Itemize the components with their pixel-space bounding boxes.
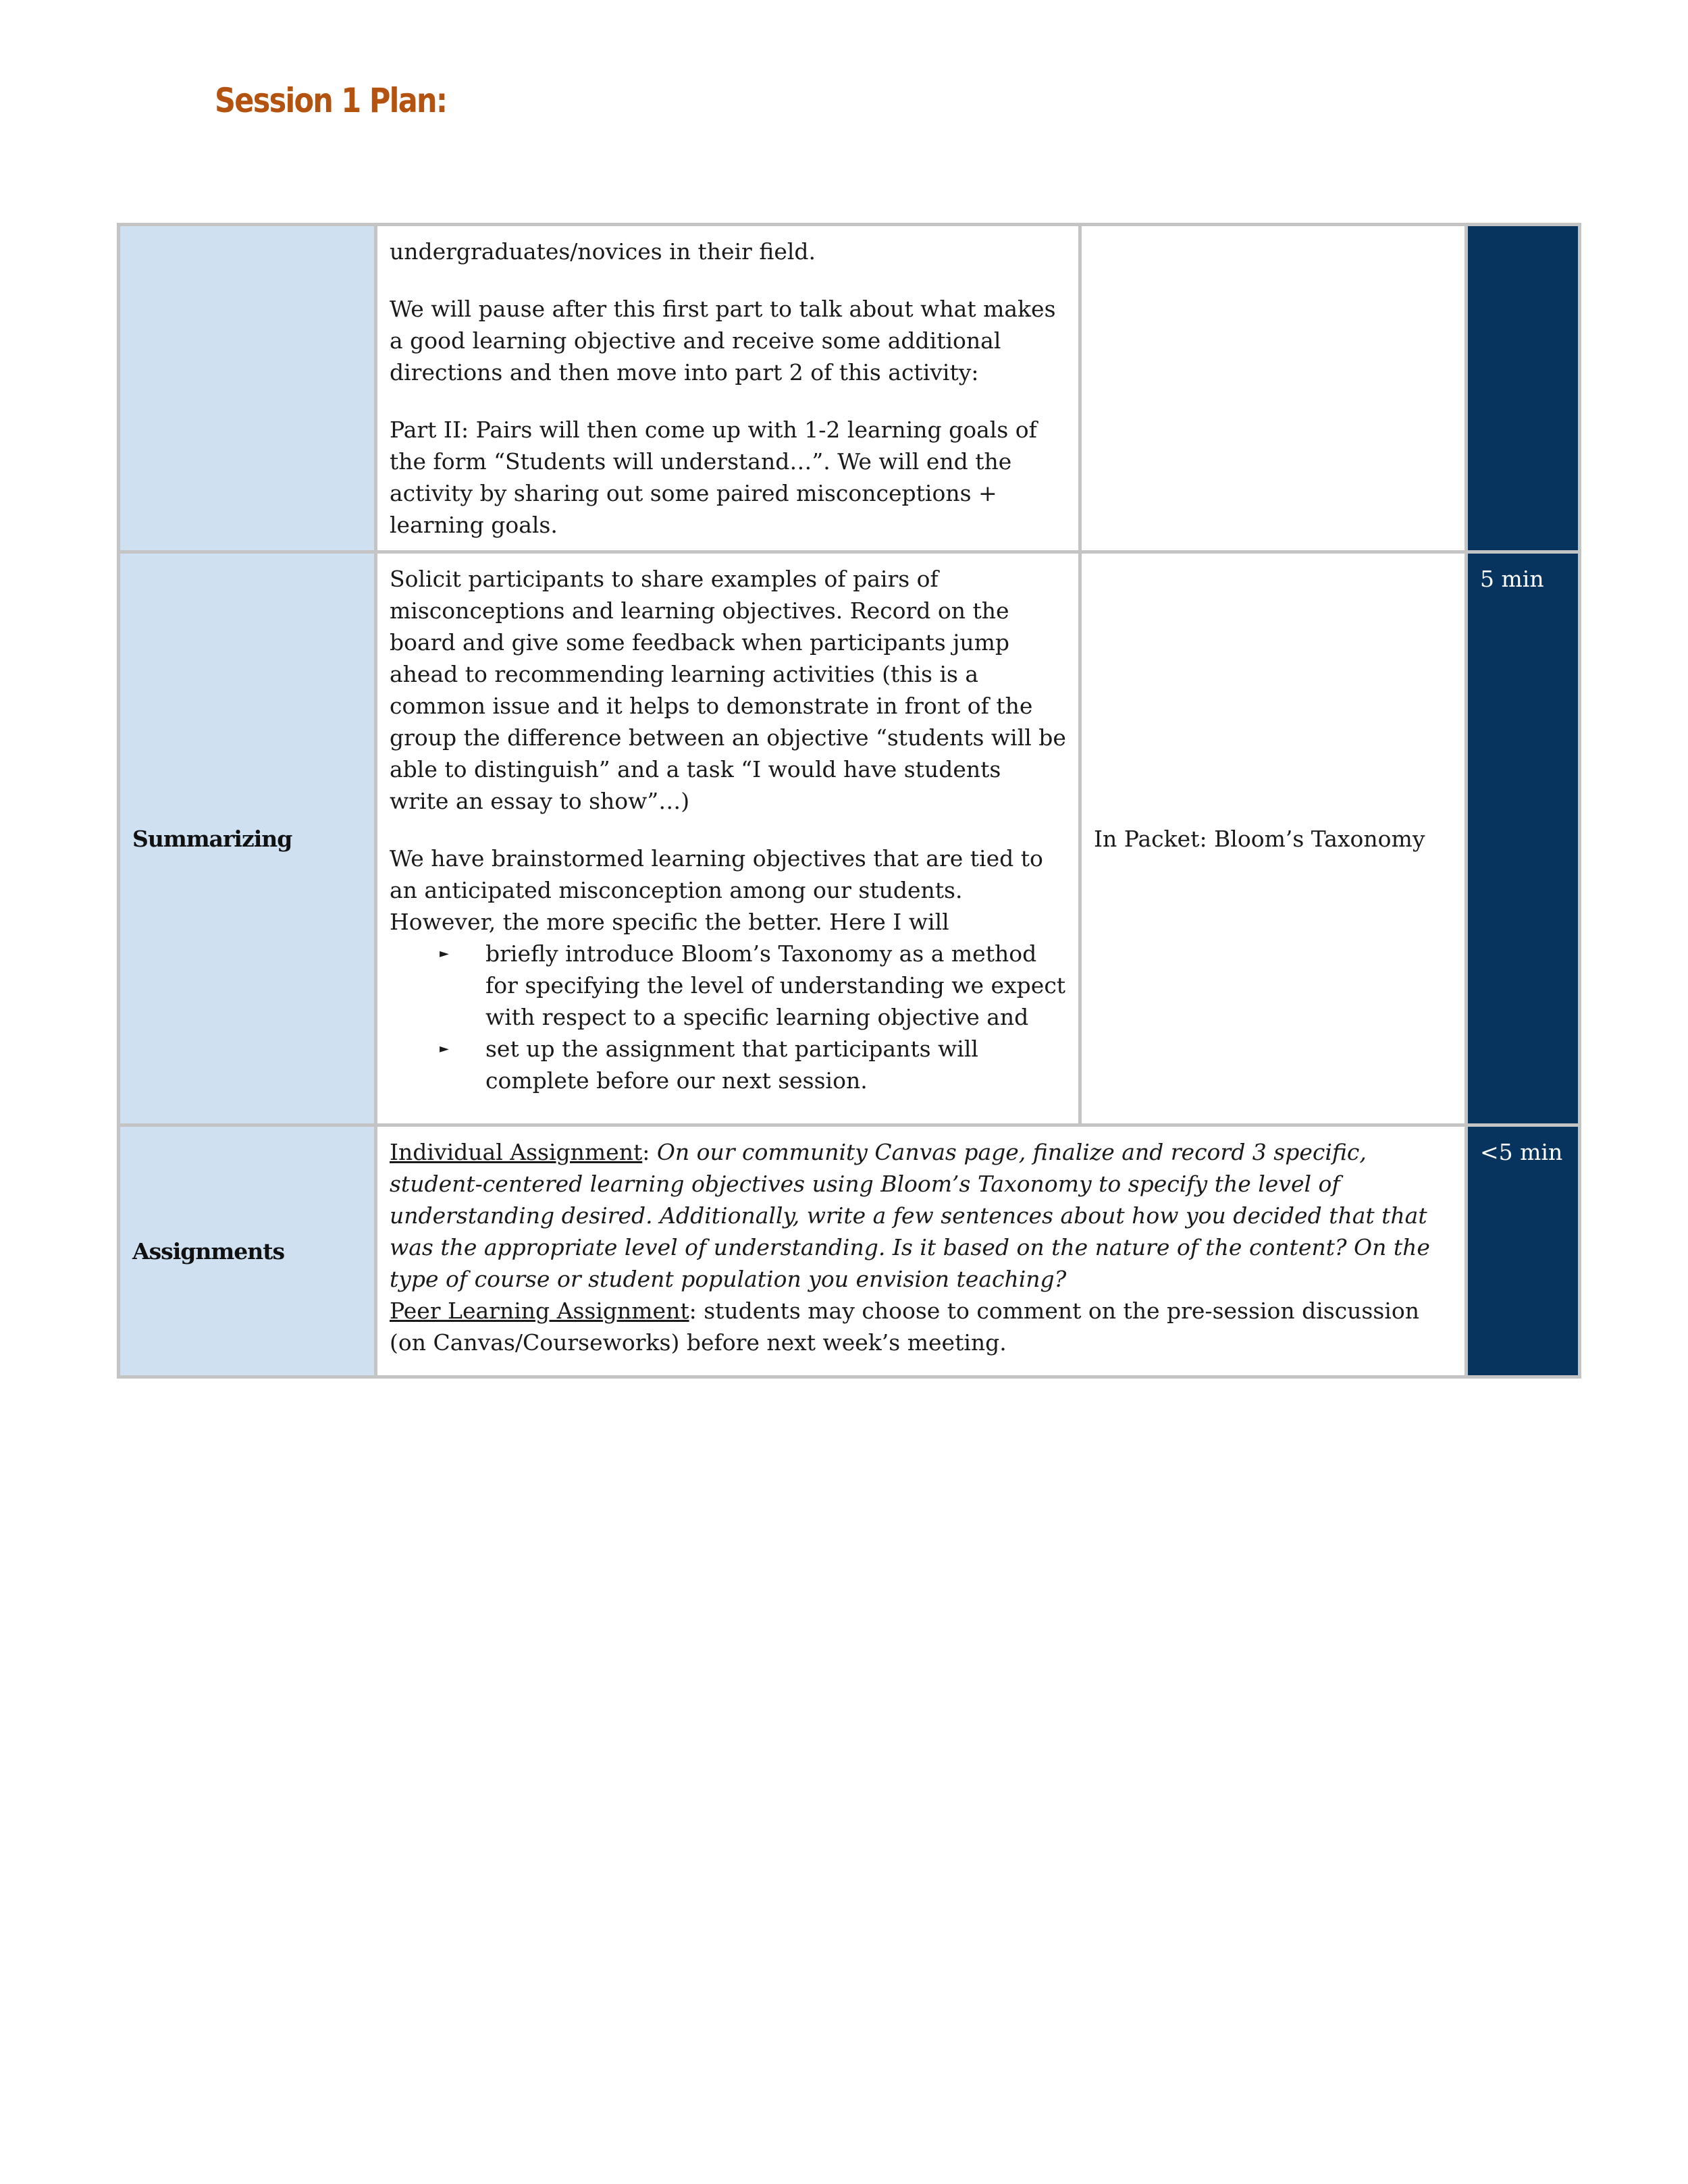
activity-paragraph: We have brainstormed learning objectives that are tied to an anticipated misconception among our students. However, the more specific the better. Here I will <box>390 845 1043 935</box>
session-plan-table <box>117 223 1581 1379</box>
activity-paragraph: Part II: Pairs will then come up with 1-2 learning goals of the form “Students will understand…”. We will end the activity by sharing out some paired misconceptions + learning goals. <box>390 417 1037 538</box>
individual-assignment: Individual Assignment: On our community Canvas page, finalize and record 3 specific, student-centered learning objectives using Bloom’s Taxonomy to specify the level of understanding desired. Additionally, write a few sentences about how you decided that that was the appropriate level of understanding. Is it based on the nature of the content? On the type of course or student population you envision teaching? <box>390 1139 1430 1292</box>
row-label-assignments: Assignments <box>119 1125 376 1377</box>
table-row <box>119 1125 1580 1377</box>
peer-assignment-text: students may choose to comment on the pre-session discussion (on Canvas/Courseworks) before next week’s meeting. <box>390 1298 1419 1356</box>
peer-assignment: Peer Learning Assignment: students may choose to comment on the pre-session discussion (on Canvas/Courseworks) before next week’s meeting. <box>390 1298 1419 1356</box>
triangle-bullet-icon: ► <box>440 1042 449 1056</box>
table-row <box>119 225 1580 552</box>
list-item: ► briefly introduce Bloom’s Taxonomy as a method for specifying the level of understanding we expect with respect to a specific learning objective and <box>485 938 1066 1033</box>
individual-assignment-label: Individual Assignment <box>390 1139 643 1165</box>
assignments-cell <box>376 1125 1467 1377</box>
time-cell: <5 min <box>1467 1125 1580 1377</box>
bullet-list <box>390 938 1066 1096</box>
activity-paragraph: undergraduates/novices in their field. <box>390 238 816 265</box>
row-label-summarizing: Summarizing <box>119 552 376 1125</box>
row-label-cell <box>119 225 376 552</box>
materials-cell: In Packet: Bloom’s Taxonomy <box>1080 552 1467 1125</box>
materials-cell <box>1080 225 1467 552</box>
time-cell <box>1467 225 1580 552</box>
list-item: ► set up the assignment that participants will complete before our next session. <box>485 1033 1066 1096</box>
table-row <box>119 552 1580 1125</box>
activity-cell <box>376 225 1080 552</box>
time-cell: 5 min <box>1467 552 1580 1125</box>
peer-assignment-label: Peer Learning Assignment <box>390 1298 689 1324</box>
triangle-bullet-icon: ► <box>440 947 449 961</box>
page-title: Session 1 Plan: <box>215 81 447 120</box>
activity-paragraph: Solicit participants to share examples of pairs of misconceptions and learning objectives. Record on the board and give some feedback when participants jump ahead to recommending learning activities (this is a common issue and it helps to demonstrate in front of the group the difference between an objective “students will be able to distinguish” and a task “I would have students write an essay to show”…) <box>390 566 1066 814</box>
activity-paragraph: We will pause after this first part to talk about what makes a good learning objective and receive some additional directions and then move into part 2 of this activity: <box>390 296 1056 385</box>
activity-cell <box>376 552 1080 1125</box>
individual-assignment-text: On our community Canvas page, finalize and record 3 specific, student-centered learning objectives using Bloom’s Taxonomy to specify the level of understanding desired. Additionally, write a few sentences about how you decided that that was the appropriate level of understanding. Is it based on the nature of the content? On the type of course or student population you envision teaching? <box>390 1139 1430 1292</box>
